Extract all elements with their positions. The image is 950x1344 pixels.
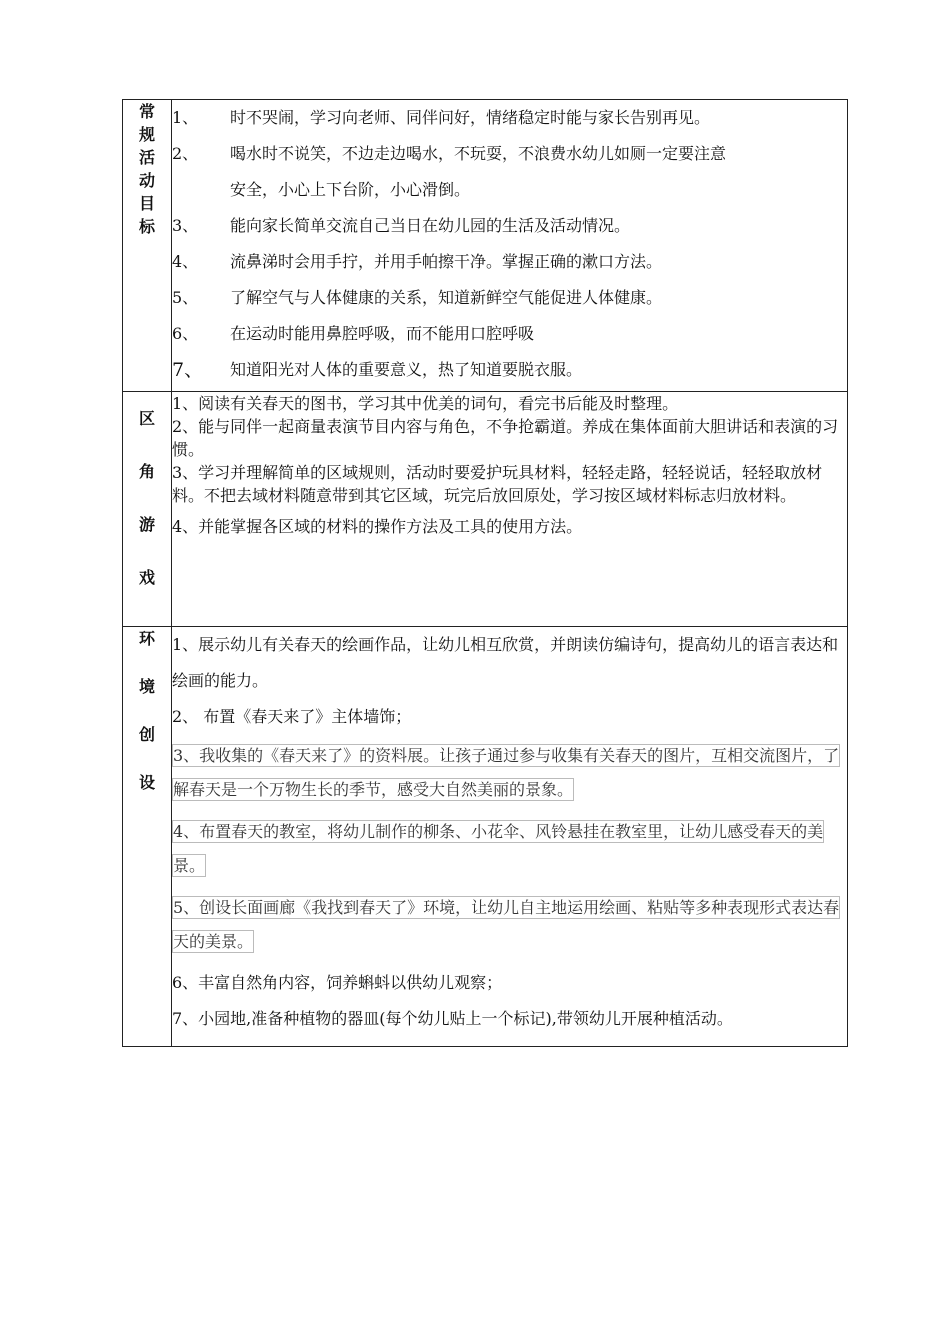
- boxed-text: 4、布置春天的教室，将幼儿制作的柳条、小花伞、风铃悬挂在教室里，让幼儿感受春天的美景。: [173, 822, 824, 875]
- list-item: 6、 在运动时能用鼻腔呼吸，而不能用口腔呼吸: [172, 324, 535, 343]
- label-char: 动: [138, 171, 155, 190]
- environment-content: [172, 627, 848, 1047]
- label-char: 区: [138, 409, 155, 428]
- list-item: 3、 能向家长简单交流自己当日在幼儿园的生活及活动情况。: [172, 216, 631, 235]
- routine-row: [123, 100, 848, 392]
- list-item: 1、展示幼儿有关春天的绘画作品，让幼儿相互欣赏，并朗读仿编诗句，提高幼儿的语言表达和绘画的能力。: [172, 635, 839, 690]
- list-item-continuation: 安全，小心上下台阶，小心滑倒。: [230, 180, 471, 199]
- list-item: 6、丰富自然角内容，饲养蝌蚪以供幼儿观察；: [172, 973, 503, 992]
- list-item: 5、 了解空气与人体健康的关系，知道新鲜空气能促进人体健康。: [172, 288, 663, 307]
- list-item: [172, 891, 847, 959]
- list-item: 4、 流鼻涕时会用手拧，并用手帕擦干净。掌握正确的漱口方法。: [172, 252, 663, 271]
- plan-table: [122, 99, 848, 1047]
- list-item: 1、阅读有关春天的图书，学习其中优美的词句，看完书后能及时整理。: [172, 394, 679, 413]
- corner-row: [123, 392, 848, 627]
- list-item: 2、能与同伴一起商量表演节目内容与角色，不争抢霸道。养成在集体面前大胆讲话和表演的习惯。: [172, 417, 839, 459]
- list-item: 2、 布置《春天来了》主体墙饰；: [172, 707, 412, 726]
- list-item: 7、 知道阳光对人体的重要意义，热了知道要脱衣服。: [172, 359, 583, 381]
- list-item: 3、学习并理解简单的区域规则，活动时要爱护玩具材料，轻轻走路，轻轻说话，轻轻取放材料。不把去域材料随意带到其它区域，玩完后放回原处，学习按区域材料标志归放材料。: [172, 463, 823, 505]
- label-char: 角: [138, 462, 155, 481]
- label-char: 常: [138, 102, 155, 121]
- label-char: 活: [138, 148, 155, 167]
- environment-label: [123, 627, 172, 1047]
- environment-row: [123, 627, 848, 1047]
- list-item: 2、 喝水时不说笑，不边走边喝水，不玩耍，不浪费水幼儿如厕一定要注意: [172, 144, 727, 163]
- list-item: [172, 739, 847, 807]
- list-item: [172, 815, 847, 883]
- routine-label: [123, 100, 172, 392]
- label-char: 境: [138, 677, 155, 696]
- list-item: 4、并能掌握各区域的材料的操作方法及工具的使用方法。: [172, 517, 583, 536]
- label-char: 规: [138, 125, 155, 144]
- label-char: 设: [138, 773, 155, 792]
- corner-label: [123, 392, 172, 627]
- label-char: 环: [138, 629, 155, 648]
- label-char: 目: [138, 194, 155, 213]
- label-char: 游: [138, 515, 155, 534]
- label-char: 创: [138, 725, 155, 744]
- list-item: 7、小园地,准备种植物的器皿(每个幼儿贴上一个标记),带领幼儿开展种植活动。: [172, 1009, 733, 1028]
- routine-content: [172, 100, 848, 392]
- list-item: 1、 时不哭闹，学习向老师、同伴问好，情绪稳定时能与家长告别再见。: [172, 108, 711, 127]
- label-char: 标: [138, 217, 155, 236]
- corner-content: [172, 392, 848, 627]
- label-char: 戏: [138, 568, 155, 587]
- boxed-text: 3、我收集的《春天来了》的资料展。让孩子通过参与收集有关春天的图片，互相交流图片，了解春天是一个万物生长的季节，感受大自然美丽的景象。: [173, 746, 840, 799]
- boxed-text: 5、创设长面画廊《我找到春天了》环境，让幼儿自主地运用绘画、粘贴等多种表现形式表达春天的美景。: [173, 898, 840, 951]
